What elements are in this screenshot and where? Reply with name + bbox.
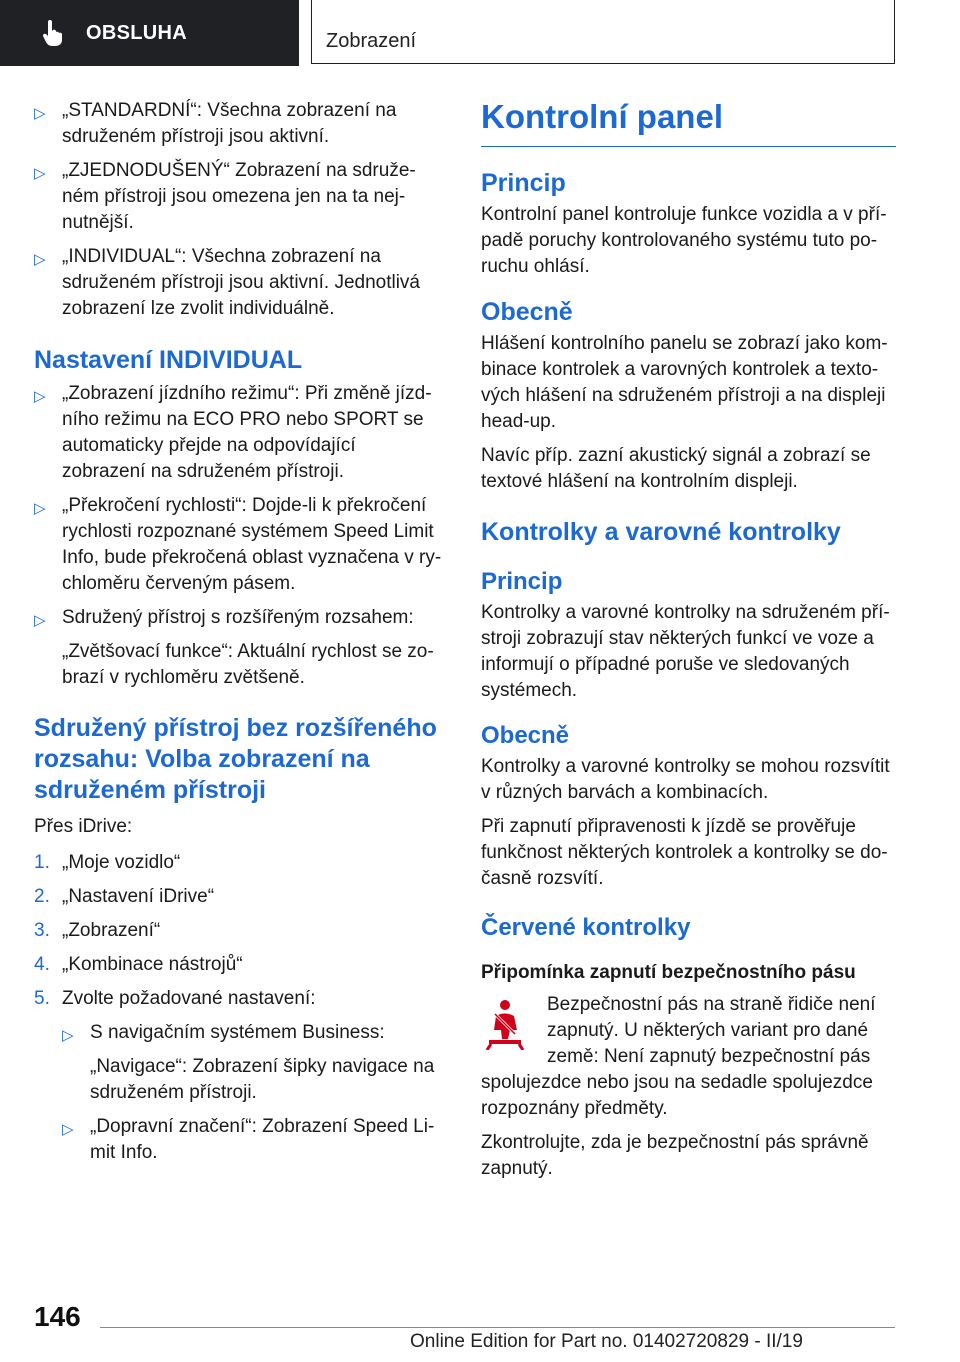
bullet-item: ▷ „Dopravní značení“: Zobrazení Speed Limit Info. — [62, 1116, 435, 1163]
heading-select-display: Sdružený přístroj bez rozšířeného rozsahu: Volba zobrazení na sdruženém přístroji — [34, 714, 437, 804]
bullet-item: ▷ „Zobrazení jízdního režimu“: Při změně jízdního režimu na ECO PRO nebo SPORT se automaticky přejde na odpovídající zobrazení na sdruženém přístroji. — [34, 383, 432, 482]
text-princip-2: Kontrolky a varovné kontrolky na sdruženém přístroji zobrazují stav některých funkcí ve voze a informují o případné poruše ve sledovaných systémech. — [481, 602, 890, 701]
seatbelt-warning-icon — [481, 998, 529, 1050]
heading-kontrolky: Kontrolky a varovné kontrolky — [481, 518, 841, 546]
text-obecne-2: Navíc příp. zazní akustický signál a zobrazí se textové hlášení na kontrolním displeji. — [481, 445, 871, 492]
left-column — [34, 98, 444, 1174]
text-obecne-4: Při zapnutí připravenosti k jízdě se prověřuje funkčnost některých kontrolek a kontrolky se dočasně rozsvítí. — [481, 816, 888, 889]
chapter-title: Zobrazení — [326, 30, 417, 52]
triangle-bullet-icon: ▷ — [34, 105, 46, 122]
bullet-item: ▷ „STANDARDNÍ“: Všechna zobrazení na sdruženém přístroji jsou aktivní. — [34, 100, 397, 147]
heading-princip-2: Princip — [481, 568, 563, 595]
text-obecne-3: Kontrolky a varovné kontrolky se mohou rozsvítit v různých barvách a kombinacích. — [481, 756, 890, 803]
seatbelt-line-1: Bezpečnostní pás na straně řidiče není — [547, 994, 876, 1015]
via-idrive: Přes iDrive: — [34, 816, 133, 837]
triangle-bullet-icon: ▷ — [34, 388, 46, 405]
bullet-item: ▷ „Překročení rychlosti“: Dojde-li k překročení rychlosti rozpoznané systémem Speed Limit Info, bude překročená oblast vyznačena v rychloměru červeným pásem. — [34, 495, 442, 594]
bullet-item: ▷ S navigačním systémem Business: — [62, 1020, 444, 1046]
text-zkontrolujte: Zkontrolujte, zda je bezpečnostní pás správně zapnutý. — [481, 1132, 869, 1179]
triangle-bullet-icon: ▷ — [62, 1027, 74, 1044]
step-item: 4. „Kombinace nástrojů“ — [34, 954, 243, 975]
text-obecne-1: Hlášení kontrolního panelu se zobrazí jako kombinace kontrolek a varovných kontrolek a textových hlášení na sdruženém přístroji a na displeji head-up. — [481, 333, 888, 432]
footer-divider — [100, 1327, 895, 1328]
right-column — [481, 98, 896, 1182]
hand-pointer-icon — [40, 20, 64, 46]
bullet-item: ▷ „ZJEDNODUŠENÝ“ Zobrazení na sdruženém přístroji jsou omezena jen na ta nejnutnější. — [34, 160, 416, 233]
triangle-bullet-icon: ▷ — [34, 251, 46, 268]
step-item: 3. „Zobrazení“ — [34, 920, 161, 941]
footer-edition: Online Edition for Part no. 01402720829 - II/19 — [410, 1331, 803, 1352]
triangle-bullet-icon: ▷ — [34, 500, 46, 517]
seatbelt-line-3: země: Není zapnutý bezpečnostní pás — [547, 1046, 871, 1067]
triangle-bullet-icon: ▷ — [62, 1121, 74, 1138]
step-item: 5. Zvolte požadované nastavení: — [34, 988, 316, 1009]
page-header — [0, 0, 960, 66]
heading-cervene-kontrolky: Červené kontrolky — [481, 914, 691, 941]
section-label: OBSLUHA — [86, 21, 187, 44]
bullet-item: ▷ Sdružený přístroj s rozšířeným rozsahem: — [34, 605, 444, 631]
heading-princip: Princip — [481, 169, 566, 197]
bullet-subtext: „Zvětšovací funkce“: Aktuální rychlost se zobrazí v rychloměru zvětšeně. — [62, 641, 434, 688]
step-item: 2. „Nastavení iDrive“ — [34, 886, 215, 907]
step-item: 1. „Moje vozidlo“ — [34, 852, 181, 873]
heading-individual: Nastavení INDIVIDUAL — [34, 346, 303, 374]
section-tab — [0, 0, 299, 66]
chapter-box — [311, 0, 895, 64]
seatbelt-warning — [481, 992, 896, 1122]
bullet-subtext: „Navigace“: Zobrazení šipky navigace na sdruženém přístroji. — [90, 1056, 435, 1103]
bullet-item: ▷ „INDIVIDUAL“: Všechna zobrazení na sdruženém přístroji jsou aktivní. Jednotlivá zobrazení lze zvolit individuálně. — [34, 246, 420, 319]
heading-obecne: Obecně — [481, 298, 573, 326]
heading-obecne-2: Obecně — [481, 722, 570, 749]
heading-kontrolni-panel: Kontrolní panel — [481, 98, 896, 147]
seatbelt-line-4: spolujezdce nebo jsou na sedadle spolujezdce rozpoznány předměty. — [481, 1072, 873, 1119]
page-number: 146 — [34, 1301, 81, 1332]
text-princip: Kontrolní panel kontroluje funkce vozidla a v případě poruchy kontrolovaného systému tuto poruchu ohlásí. — [481, 204, 887, 277]
seatbelt-line-2: zapnutý. U některých variant pro dané — [547, 1020, 869, 1041]
triangle-bullet-icon: ▷ — [34, 165, 46, 182]
subheading-seatbelt: Připomínka zapnutí bezpečnostního pásu — [481, 962, 856, 983]
triangle-bullet-icon: ▷ — [34, 612, 46, 629]
steps-list — [34, 850, 444, 1012]
